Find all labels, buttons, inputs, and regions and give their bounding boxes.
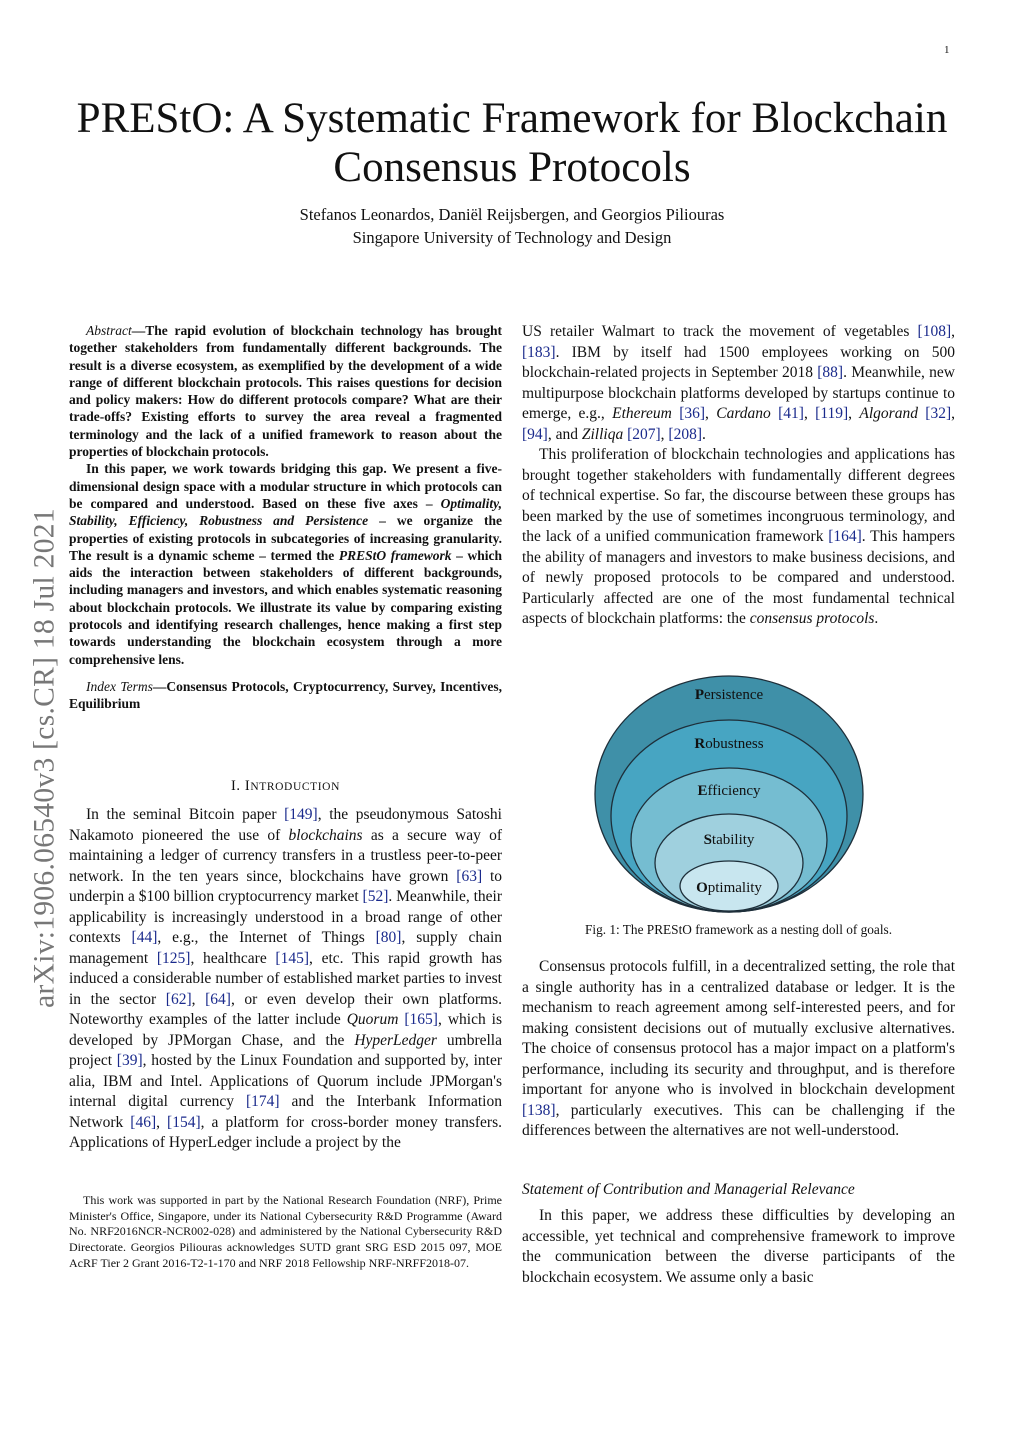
citation-link[interactable]: [149] (284, 806, 318, 823)
citation-link[interactable]: [125] (156, 949, 191, 967)
citation-link[interactable]: [119] (815, 405, 849, 422)
section-heading-introduction: I. INTRODUCTION (231, 778, 340, 794)
citation-link[interactable]: [80] (375, 929, 402, 946)
citation-link[interactable]: [64] (205, 990, 231, 1008)
presto-figure (591, 672, 867, 916)
arxiv-identifier: arXiv:1906.06540v3 [cs.CR] 18 Jul 2021 (28, 508, 61, 1008)
author-names: Stefanos Leonardos, Daniël Reijsbergen, and Georgios Piliouras (299, 205, 725, 224)
citation-link[interactable]: [39] (116, 1052, 143, 1069)
axes-list: Optimality, Stability, Efficiency, Robustness and Persistence (69, 495, 502, 529)
citation-link[interactable]: [94] (522, 425, 548, 443)
arxiv-sidebar (22, 458, 68, 1058)
nesting-doll-diagram (591, 672, 867, 916)
paragraph-proliferation: This proliferation of blockchain technologies and applications has brought together stakeholders with fundamentally different degrees of technical expertise. So far, the discourse between these groups has been marked by the use of sometimes incongruous terminology, and the lack of a unified communication framework [164]. This hampers the ability of managers and investors to make business decisions, and of newly proposed protocols to be compared and understood. Particularly affected are one of the most fundamental technical aspects of blockchain platforms: the consensus protocols. (522, 446, 955, 627)
citation-link[interactable]: [154] (167, 1113, 201, 1131)
citation-link[interactable]: [183] (522, 343, 556, 361)
figure-caption: Fig. 1: The PREStO framework as a nesting doll of goals. (584, 922, 893, 937)
citation-link[interactable]: [88] (817, 364, 844, 381)
paper-title: PREStO: A Systematic Framework for Blockchain Consensus Protocols (76, 95, 948, 191)
subsection-heading: Statement of Contribution and Managerial Relevance (522, 1181, 855, 1198)
citation-link[interactable]: [41] (778, 405, 804, 422)
framework-name: PREStO framework (338, 547, 452, 563)
citation-link[interactable]: [108] (917, 323, 952, 340)
citation-link[interactable]: [207] (627, 425, 661, 443)
page-number: 1 (944, 44, 950, 56)
citation-link[interactable]: [174] (245, 1093, 280, 1110)
citation-link[interactable]: [138] (522, 1101, 556, 1119)
author-block (60, 203, 964, 249)
affiliation: Singapore University of Technology and Design (352, 228, 672, 247)
citation-link[interactable]: [36] (679, 405, 706, 422)
introduction-paragraph: In the seminal Bitcoin paper [149], the pseudonymous Satoshi Nakamoto pioneered the use of blockchains as a secure way of maintaining a ledger of currency transfers in a trustless peer-to-peer network. In the ten years since, blockchains have grown [63] to underpin a $100 billion cryptocurrency market [52]. Meanwhile, their applicability is increasingly understood in a broad range of other contexts [44], e.g., the Internet of Things [80], supply chain management [125], healthcare [145], etc. This rapid growth has induced a considerable number of established market parties to invest in the sector [62], [64], or even develop their own platforms. Noteworthy examples of the latter include Quorum [165], which is developed by JPMorgan Chase, and the HyperLedger umbrella project [39], hosted by the Linux Foundation and supported by, inter alia, IBM and Intel. Applications of Quorum include JPMorgan's internal digital currency [174] and the Interbank Information Network [46], [154], a platform for cross-border money transfers. Applications of HyperLedger include a project by the (69, 806, 503, 1151)
abstract-paragraph-1: Abstract—The rapid evolution of blockchain technology has brought together stakeholders from fundamentally different backgrounds. The result is a diverse ecosystem, as exemplified by the development of a wide range of different blockchain protocols. This raises questions for decision and policy makers: How do different protocols compare? What are their trade-offs? Existing efforts to survey the area reveal a fragmented terminology and the lack of a unified framework to reason about the properties of blockchain protocols. (69, 323, 502, 460)
citation-link[interactable]: [52] (362, 888, 389, 905)
layer-label-efficiency: Efficiency (697, 783, 761, 799)
abstract-label: Abstract (86, 323, 132, 338)
citation-link[interactable]: [164] (828, 528, 862, 545)
abstract (69, 322, 502, 713)
citation-link[interactable]: [165] (404, 1011, 438, 1028)
citation-link[interactable]: [44] (131, 929, 158, 946)
citation-link[interactable]: [208] (668, 425, 702, 443)
citation-link[interactable]: [32] (925, 405, 952, 422)
footnote: This work was supported in part by the National Research Foundation (NRF), Prime Minister's Office, Singapore, under its National Cybersecurity R&D Programme (Award No. NRF2016NCR-NCR002-028) and administered by the National Cybersecurity R&D Directorate. Georgios Piliouras acknowledges SUTD grant SRG ESD 2015 097, MOE AcRF Tier 2 Grant 2016-T2-1-170 and NRF 2018 Fellowship NRF-NRFF2018-07. (69, 1193, 502, 1270)
paragraph-continued: US retailer Walmart to track the movement of vegetables [108], [183]. IBM by itself had 1500 employees working on 500 blockchain-related projects in September 2018 [88]. Meanwhile, new multipurpose blockchain platforms developed by startups continue to emerge, e.g., Ethereum [36], Cardano [41], [119], Algorand [32], [94], and Zilliqa [207], [208]. (522, 323, 956, 443)
layer-label-persistence: Persistence (694, 687, 764, 703)
index-terms-label: Index Terms (86, 678, 153, 694)
index-terms: Index Terms—Consensus Protocols, Cryptocurrency, Survey, Incentives, Equilibrium (69, 678, 503, 712)
citation-link[interactable]: [62] (165, 990, 192, 1008)
paragraph-consensus-protocols: Consensus protocols fulfill, in a decentralized setting, the role that a single authority has in a centralized database or ledger. It is the mechanism to reach agreement among self-interested peers, and for making consistent decisions out of mutually exclusive alternatives. The choice of consensus protocol has a major impact on a platform's performance, including its security and throughput, and is therefore important for anyone who is involved in blockchain development [138], particularly executives. This can be challenging if the differences between the alternatives are not well-understood. (522, 958, 955, 1139)
paragraph-contribution: In this paper, we address these difficulties by developing an accessible, yet technical and comprehensive framework to improve the communication between the diverse participants of the blockchain ecosystem. We assume only a basic (522, 1207, 955, 1286)
citation-link[interactable]: [46] (130, 1113, 157, 1131)
layer-label-optimality: Optimality (696, 880, 762, 896)
citation-link[interactable]: [145] (275, 949, 309, 967)
abstract-paragraph-2: In this paper, we work towards bridging this gap. We present a five-dimensional design space with a modular structure in which protocols can be compared and understood. Based on these five axes – Optimality, Stability, Efficiency, Robustness and Persistence – we organize the properties of existing protocols in subcategories of increasing granularity. The result is a dynamic scheme – termed the PREStO framework – which aids the interaction between stakeholders of different backgrounds, including managers and investors, and which enables systematic reasoning about blockchain protocols. We illustrate its value by comparing existing protocols and identifying research challenges, hence making a first step towards understanding the blockchain ecosystem through a more comprehensive lens. (69, 461, 502, 667)
right-column-top (522, 322, 955, 630)
layer-label-robustness: Robustness (694, 736, 764, 752)
layer-label-stability: Stability (703, 832, 755, 848)
citation-link[interactable]: [63] (456, 867, 483, 885)
